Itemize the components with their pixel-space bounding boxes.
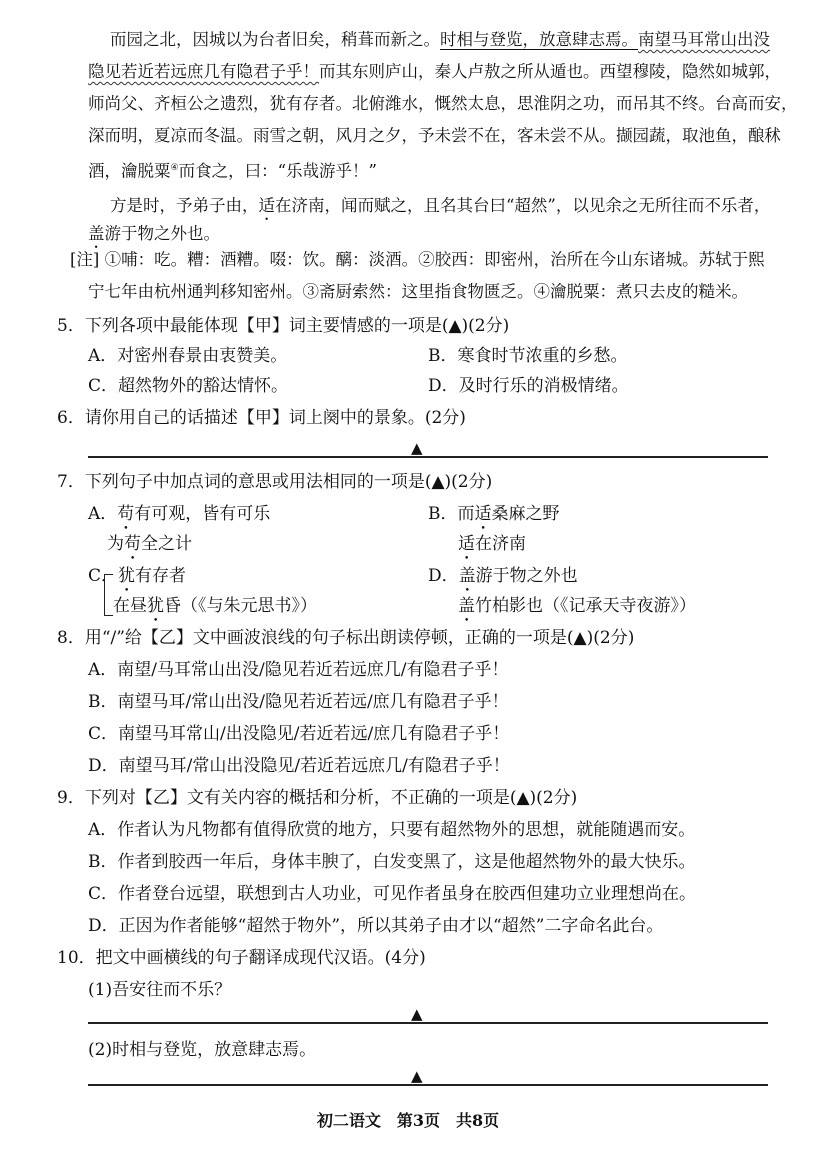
question-5-option-b: B．寒食时节浓重的乡愁。 — [428, 346, 628, 366]
answer-marker: ▲ — [411, 1005, 423, 1023]
question-8-option-c: C．南望马耳常山/出没隐见/若近若远/庶几有隐君子乎！ — [88, 724, 510, 744]
option-text: 有存者 — [135, 566, 187, 586]
question-8-stem: 8．用“/”给【乙】文中画波浪线的句子标出朗读停顿，正确的一项是(▲)(2分) — [57, 628, 635, 648]
passage-line-5 — [88, 158, 377, 182]
option-label: B．而 — [428, 504, 475, 524]
question-9-option-c: C．作者登台远望，联想到古人功业，可见作者虽身在胶西但建功立业理想尚在。 — [88, 884, 697, 904]
question-7-option-b-line-1 — [428, 504, 560, 534]
wavy-sentence: 南望马耳常山出没 — [638, 30, 770, 49]
option-label: A． — [88, 504, 118, 524]
question-10-sentence-2: (2)时相与登览，放意肆志焉。 — [88, 1040, 317, 1060]
note-line-2: 宁七年由杭州通判移知密州。③斋厨索然：这里指食物匮乏。④瀹脱粟：煮只去皮的糙米。 — [88, 282, 748, 301]
question-5-option-c: C．超然物外的豁达情怀。 — [88, 376, 289, 396]
question-7-option-b-line-2 — [458, 534, 526, 564]
question-7-option-c-line-2 — [113, 596, 317, 626]
footnote-marker: ④ — [170, 163, 179, 173]
wavy-sentence: 隐见若近若远庶几有隐君子乎！ — [88, 62, 319, 81]
passage-text: 而食之，曰：“乐哉游乎！” — [178, 161, 377, 181]
question-10-stem: 10．把文中画横线的句子翻译成现代汉语。(4分) — [57, 948, 426, 968]
dotted-word: 适 — [474, 504, 492, 524]
passage-text: 在济南，闻而赋之，且名其台曰“超然”，以见余之无所往而不乐者， — [275, 196, 771, 215]
note-line-1: [注] ①哺：吃。糟：酒糟。啜：饮。醨：淡酒。②胶西：即密州，治所在今山东诸城。苏轼于熙 — [70, 250, 765, 269]
question-9-option-d: D．正因为作者能够“超然于物外”，所以其弟子由才以“超然”二字命名此台。 — [88, 916, 664, 936]
option-text: 全之计 — [141, 534, 192, 554]
question-9-stem: 9．下列对【乙】文有关内容的概括和分析，不正确的一项是(▲)(2分) — [57, 788, 578, 808]
question-8-option-b: B．南望马耳/常山出没/隐见若近若远/庶几有隐君子乎！ — [88, 692, 509, 712]
passage-line-6 — [110, 196, 770, 224]
answer-line-q10-1[interactable] — [88, 1022, 768, 1024]
option-label: C． — [88, 566, 119, 586]
question-7-option-a-line-1 — [88, 504, 270, 534]
question-5-option-a: A．对密州春景由衷赞美。 — [88, 346, 288, 366]
option-text: 游于物之外也 — [475, 566, 578, 586]
dotted-word: 适 — [258, 196, 275, 215]
option-text: 有可观，皆有可乐 — [134, 504, 271, 524]
answer-marker: ▲ — [411, 1067, 423, 1085]
underlined-sentence: 时相与登览，放意肆志焉。 — [440, 30, 638, 49]
passage-text: 游于物之外也。 — [104, 224, 220, 243]
option-text: 昏（《与朱元思书》） — [164, 596, 317, 616]
dotted-word: 苟 — [124, 534, 141, 554]
question-7-stem: 7．下列句子中加点词的意思或用法相同的一项是(▲)(2分) — [57, 472, 493, 492]
passage-text: 酒，瀹脱粟 — [88, 161, 171, 181]
option-label: D． — [428, 566, 459, 586]
question-7-option-c-line-1 — [88, 566, 186, 596]
dotted-word: 犹 — [147, 596, 164, 616]
page-footer: 初二语文 第3页 共8页 — [316, 1111, 500, 1130]
question-9-option-b: B．作者到胶西一年后，身体丰腴了，白发变黑了，这是他超然物外的最大快乐。 — [88, 852, 696, 872]
option-text: 在济南 — [475, 534, 526, 554]
option-text: 竹柏影也（《记承天寺夜游》） — [475, 596, 696, 616]
answer-marker: ▲ — [411, 439, 423, 457]
question-8-option-a: A．南望/马耳常山出没/隐见若近若远庶几/有隐君子乎！ — [88, 660, 509, 680]
question-9-option-a: A．作者认为凡物都有值得欣赏的地方，只要有超然物外的思想，就能随遇而安。 — [88, 820, 696, 840]
passage-line-3: 师尚父、齐桓公之遗烈，犹有存者。北俯潍水，慨然太息，思淮阴之功，而吊其不终。台高而安， — [88, 94, 798, 113]
dotted-word: 犹 — [118, 566, 136, 586]
dotted-word: 盖 — [88, 224, 105, 243]
dotted-word: 盖 — [458, 566, 476, 586]
passage-line-1 — [110, 30, 770, 50]
question-8-option-d: D．南望马耳/常山出没隐见/若近若远庶几/有隐君子乎！ — [88, 756, 510, 776]
answer-line-q6[interactable] — [88, 456, 768, 458]
option-text: 桑麻之野 — [491, 504, 560, 524]
question-6-stem: 6．请你用自己的话描述【甲】词上阕中的景象。(2分) — [57, 408, 466, 428]
option-text: 为 — [107, 534, 124, 554]
question-7-option-d-line-2 — [458, 596, 696, 626]
option-text: 在昼 — [113, 596, 147, 616]
passage-text: 方是时，予弟子由， — [110, 196, 259, 215]
passage-text: 而园之北，因城以为台者旧矣，稍葺而新之。 — [110, 30, 440, 49]
passage-line-2 — [88, 62, 781, 82]
dotted-word: 适 — [458, 534, 475, 554]
answer-line-q10-2[interactable] — [88, 1084, 768, 1086]
dotted-word: 苟 — [117, 504, 135, 524]
passage-line-4: 深而明，夏凉而冬温。雨雪之朝，风月之夕，予未尝不在，客未尝不从。撷园蔬，取池鱼，酿秫 — [88, 126, 781, 145]
dotted-word: 盖 — [458, 596, 475, 616]
question-7-option-d-line-1 — [428, 566, 578, 596]
passage-line-7 — [88, 224, 220, 252]
question-5-stem: 5．下列各项中最能体现【甲】词主要情感的一项是(▲)(2分) — [57, 316, 510, 336]
question-5-option-d: D．及时行乐的消极情绪。 — [428, 376, 629, 396]
passage-text: 而其东则庐山，秦人卢敖之所从遁也。西望穆陵，隐然如城郭， — [319, 62, 781, 81]
question-7-option-a-line-2 — [107, 534, 192, 564]
question-10-sentence-1: (1)吾安往而不乐？ — [88, 980, 232, 1000]
